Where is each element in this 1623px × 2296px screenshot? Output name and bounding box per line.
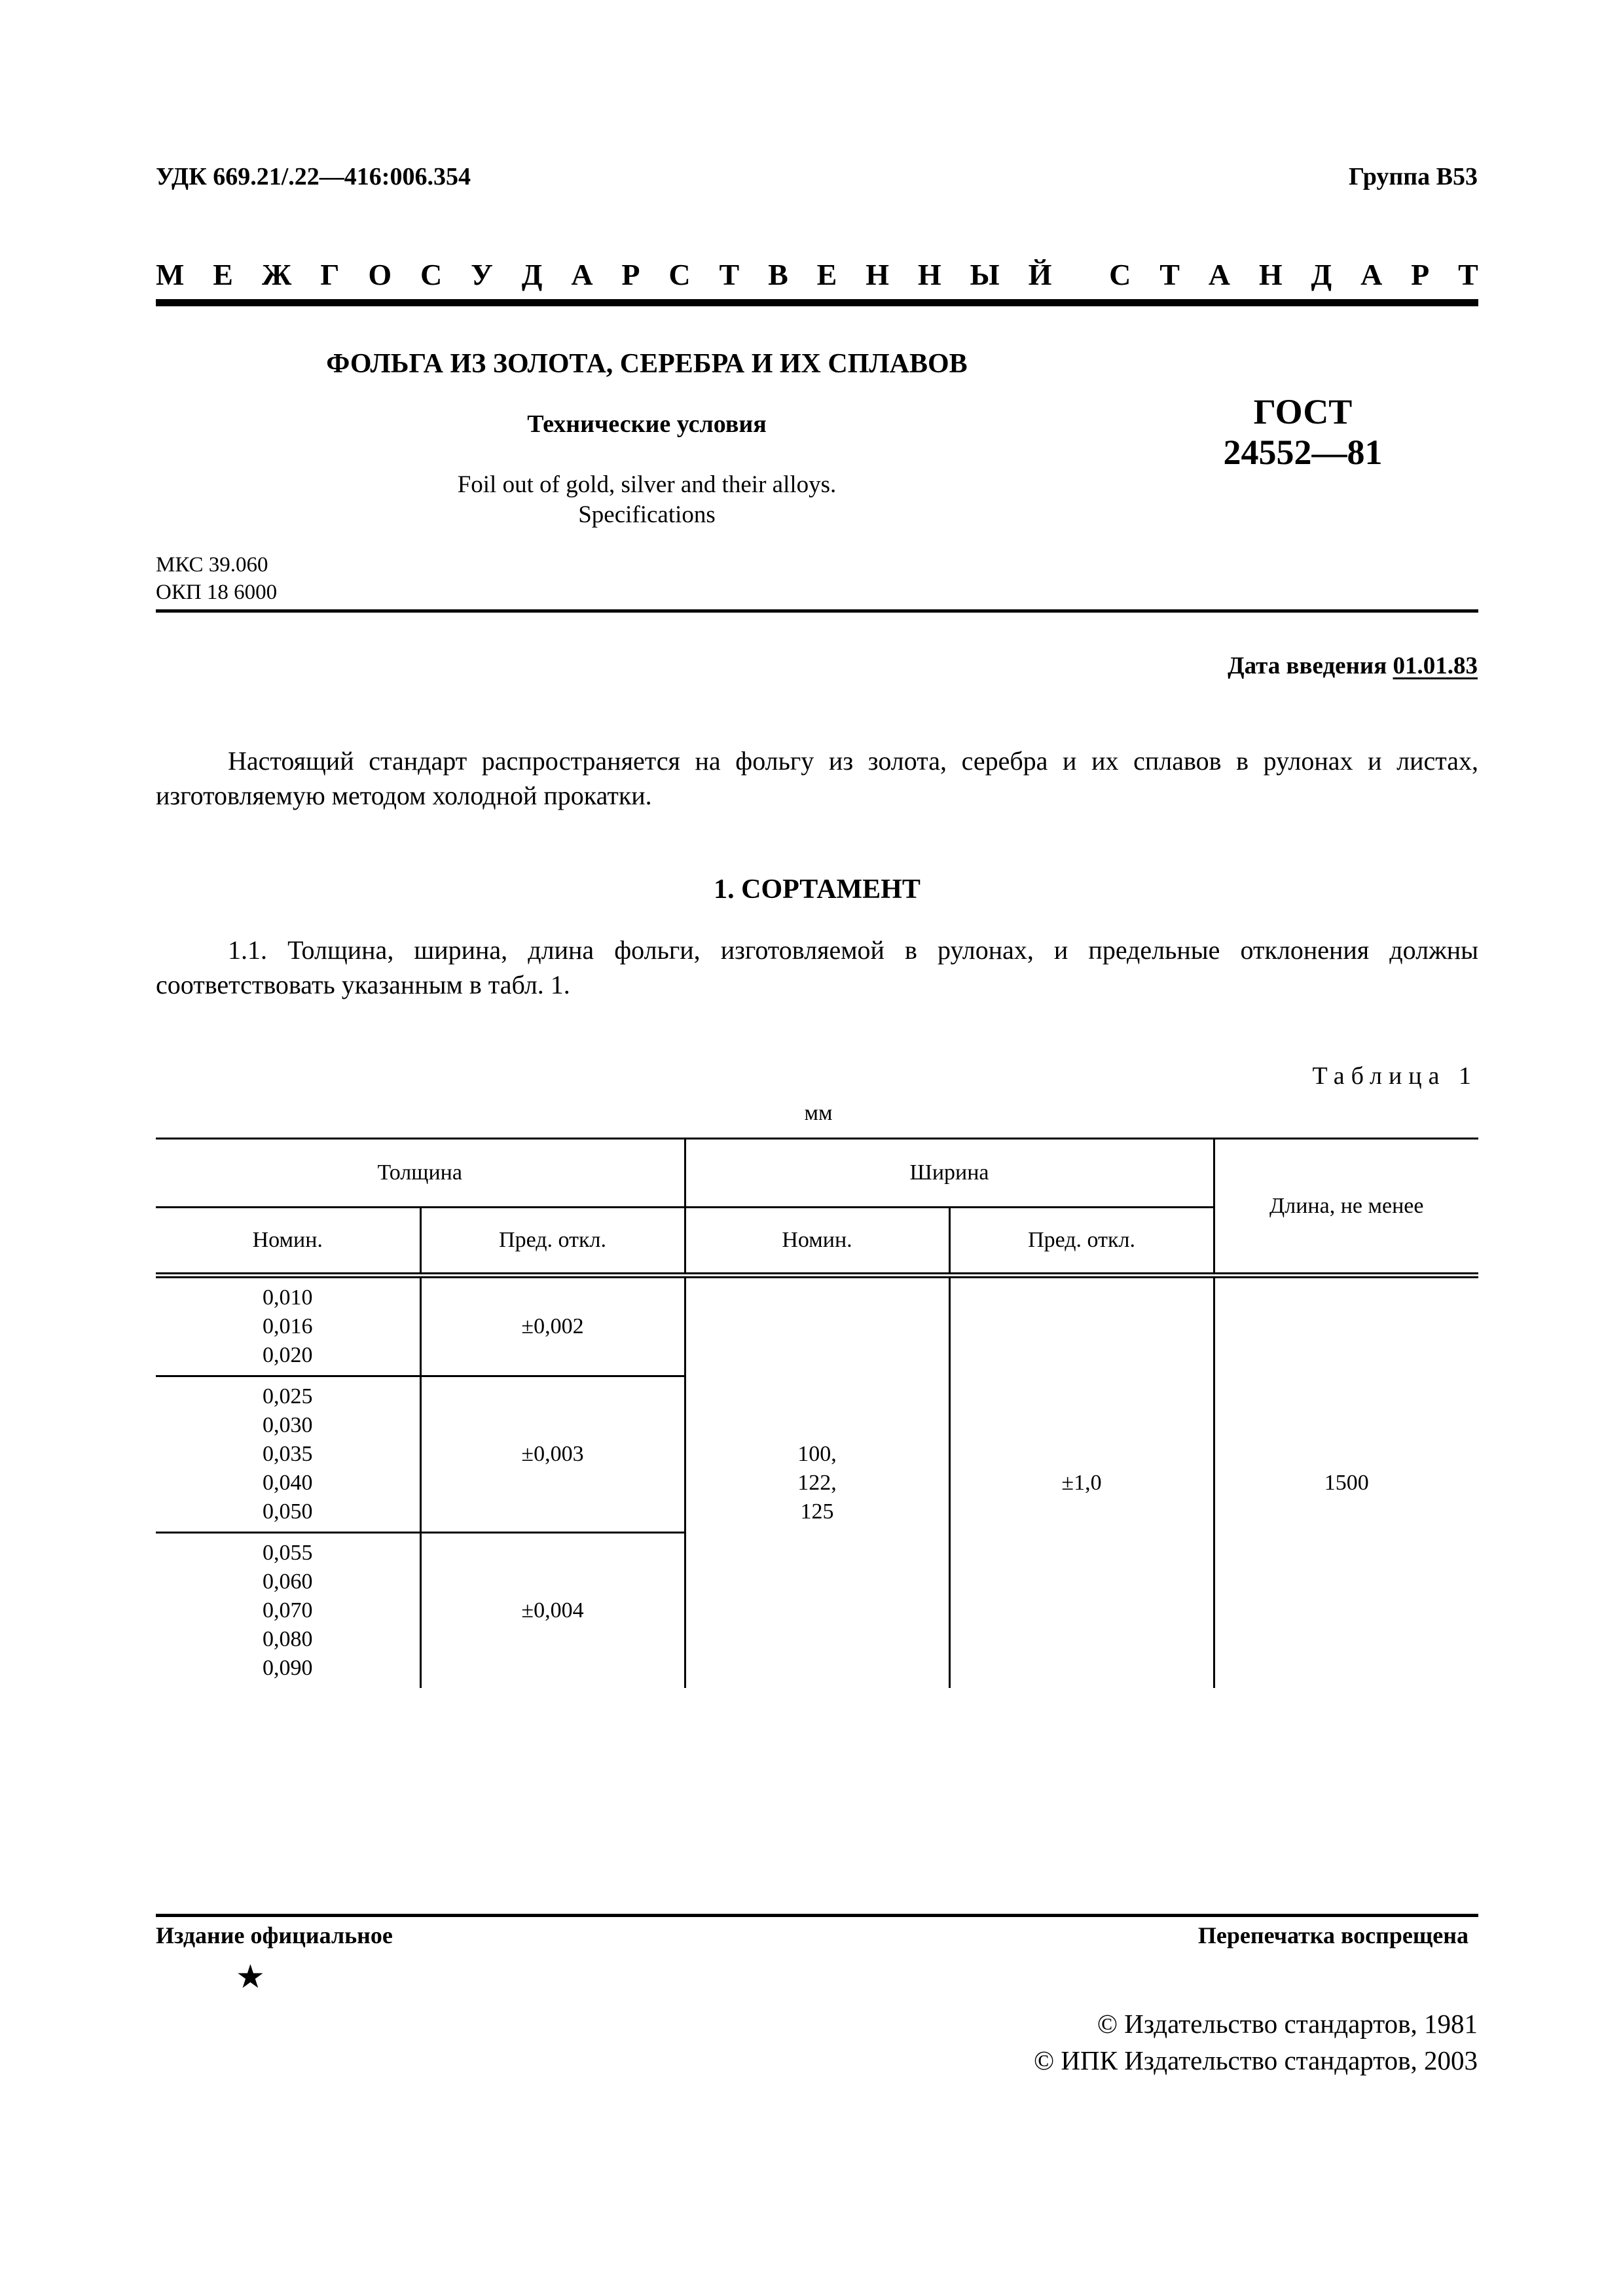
banner-letter: Д: [1311, 258, 1332, 291]
table-1: [156, 1138, 1478, 1688]
header-thickness-nominal: Номин.: [156, 1208, 420, 1276]
intro-paragraph: [156, 744, 1478, 813]
banner-letter: Р: [1411, 258, 1430, 291]
gost-code: 24552—81: [1223, 433, 1383, 472]
gost-number: [1165, 391, 1440, 473]
banner-letter: О: [368, 258, 392, 291]
introduction-date: [1228, 652, 1478, 680]
thickness-value: 0,090: [263, 1656, 313, 1680]
thickness-nominal-cell: [156, 1376, 420, 1533]
thickness-value: 0,020: [263, 1343, 313, 1367]
english-title-line1: Foil out of gold, silver and their alloys.: [457, 471, 837, 498]
paragraph-1-1: [156, 933, 1478, 1002]
banner-letter: А: [1208, 258, 1230, 291]
banner-letter: Ж: [261, 258, 292, 291]
date-label: Дата введения: [1228, 653, 1387, 679]
banner-letter: Е: [816, 258, 837, 291]
thickness-value: 0,080: [263, 1627, 313, 1651]
table-unit: мм: [804, 1101, 833, 1125]
banner-letter: Н: [917, 258, 941, 291]
header-length: Длина, не менее: [1214, 1139, 1478, 1276]
header-thickness-tolerance: Пред. откл.: [420, 1208, 685, 1276]
banner-letter: Ы: [970, 258, 1000, 291]
copyright-block: [1034, 2005, 1478, 2079]
thickness-value: 0,010: [263, 1285, 313, 1310]
banner-letter: Т: [1159, 258, 1180, 291]
star-icon: ★: [236, 1958, 265, 1995]
header-width: Ширина: [685, 1139, 1214, 1208]
thickness-value: 0,040: [263, 1471, 313, 1495]
banner-letter: Н: [1258, 258, 1283, 291]
banner-letter: Т: [1458, 258, 1478, 291]
reprint-prohibited-label: Перепечатка воспрещена: [1197, 1922, 1468, 1948]
width-value: 122,: [797, 1471, 837, 1495]
width-nominal-cell: [685, 1276, 949, 1689]
mks-code: МКС 39.060: [156, 553, 268, 577]
english-title: [156, 470, 1138, 530]
english-title-line2: Specifications: [578, 501, 716, 528]
thickness-nominal-cell: [156, 1276, 420, 1376]
interstate-standard-banner: [156, 257, 1478, 292]
banner-letter: Г: [320, 258, 340, 291]
thickness-nominal-cell: [156, 1533, 420, 1689]
thickness-value: 0,016: [263, 1314, 313, 1338]
width-tolerance-cell: ±1,0: [949, 1276, 1214, 1689]
banner-letter: С: [668, 258, 691, 291]
banner-letter: Й: [1028, 258, 1052, 291]
banner-letter: А: [1360, 258, 1383, 291]
section-1-title: 1. СОРТАМЕНТ: [714, 874, 921, 905]
header-width-tolerance: Пред. откл.: [949, 1208, 1214, 1276]
gost-label: ГОСТ: [1253, 392, 1353, 431]
thickness-value: 0,030: [263, 1413, 313, 1437]
banner-letter: Т: [719, 258, 740, 291]
width-value: 100,: [797, 1442, 837, 1466]
banner-letter: Н: [866, 258, 889, 291]
copyright-line: © ИПК Издательство стандартов, 2003: [1033, 2045, 1478, 2075]
banner-letter: А: [571, 258, 593, 291]
classification-codes: [156, 551, 277, 606]
banner-letter: Р: [621, 258, 640, 291]
thickness-value: 0,060: [263, 1570, 313, 1594]
header-thickness: Толщина: [156, 1139, 685, 1208]
banner-letter: М: [156, 258, 185, 291]
table-caption: Таблица 1: [1312, 1062, 1478, 1090]
header-thick-rule: [156, 299, 1478, 306]
copyright-line: © Издательство стандартов, 1981: [1097, 2009, 1478, 2039]
paragraph-1-1-text: 1.1. Толщина, ширина, длина фольги, изготовляемой в рулонах, и предельные отклонения должны соответствовать указанным в табл. 1.: [156, 935, 1478, 999]
banner-letter: В: [768, 258, 788, 291]
thickness-value: 0,025: [263, 1384, 313, 1408]
thickness-tolerance-cell: ±0,004: [420, 1533, 685, 1689]
date-value: 01.01.83: [1393, 653, 1478, 679]
thickness-value: 0,055: [263, 1541, 313, 1565]
thickness-value: 0,070: [263, 1598, 313, 1623]
thickness-value: 0,050: [263, 1499, 313, 1524]
document-title: ФОЛЬГА ИЗ ЗОЛОТА, СЕРЕБРА И ИХ СПЛАВОВ: [326, 349, 968, 379]
banner-letter: С: [1109, 258, 1131, 291]
footer-rule: [156, 1914, 1478, 1917]
banner-letter: У: [471, 258, 493, 291]
banner-letter: Д: [521, 258, 543, 291]
width-value: 125: [800, 1499, 834, 1524]
udk-code: УДК 669.21/.22—416:006.354: [156, 163, 471, 190]
document-subtitle: Технические условия: [527, 410, 767, 438]
header-thin-rule: [156, 609, 1478, 613]
thickness-tolerance-cell: ±0,003: [420, 1376, 685, 1533]
banner-letter: С: [420, 258, 443, 291]
banner-letter: Е: [213, 258, 233, 291]
intro-text: Настоящий стандарт распространяется на фольгу из золота, серебра и их сплавов в рулонах и листах, изготовляемую методом холодной прокатки.: [156, 746, 1478, 810]
thickness-tolerance-cell: ±0,002: [420, 1276, 685, 1376]
group-code: Группа В53: [1348, 163, 1478, 190]
okp-code: ОКП 18 6000: [156, 581, 278, 604]
official-edition-label: Издание официальное: [156, 1922, 393, 1948]
table-row: [156, 1276, 1478, 1376]
length-cell: 1500: [1214, 1276, 1478, 1689]
header-width-nominal: Номин.: [685, 1208, 949, 1276]
thickness-value: 0,035: [263, 1442, 313, 1466]
